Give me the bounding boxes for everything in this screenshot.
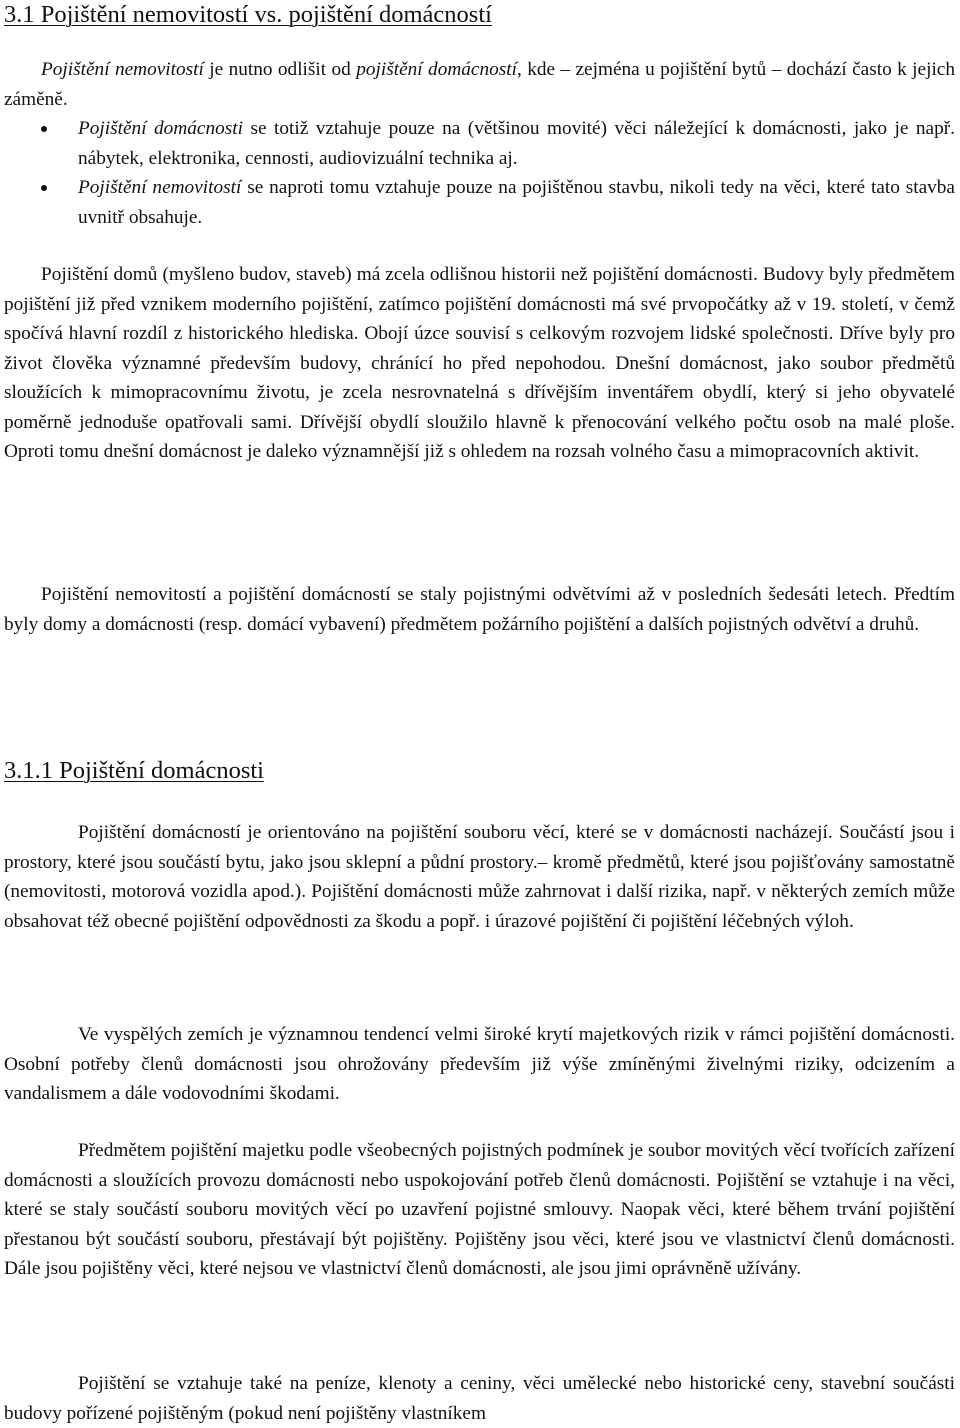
paragraph-developed: Ve vyspělých zemích je významnou tendencí velmi široké krytí majetkových rizik v rámci pojištění domácnosti. Osobní potřeby členů domácnosti jsou ohrožovány především již výše zmíněnými živelnými riziky, odcizením a vandalismem a dále vodovodními škodami. xyxy=(4,1024,955,1104)
paragraph-subject: Předmětem pojištění majetku podle všeobecných pojistných podmínek je soubor movitých věcí tvořících zařízení domácnosti a sloužících provozu domácnosti nebo uspokojování potřeb členů domácnosti. Pojištění se vztahuje i na věci, které se staly součástí souboru movitých věcí po uzavření pojistné smlouvy. Naopak věci, které během trvání pojištění přestanou být součástí souboru, přestávají být pojištěny. Pojištěny jsou věci, které jsou ve vlastnictví členů domácnosti. Dále jsou pojištěny věci, které nejsou ve vlastnictví členů domácnosti, ale jsou jimi oprávněně užívány. xyxy=(4,1140,955,1279)
developed-block xyxy=(4,1020,955,1109)
intro-text-1: je nutno odlišit od xyxy=(203,59,357,80)
paragraph-oriented: Pojištění domácností je orientováno na pojištění souboru věcí, které se v domácnosti nacházejí. Součástí jsou i prostory, které jsou součástí bytu, jako jsou sklepní a půdní prostory.– kromě předmětů, které jsou pojišťovány samostatně (nemovitosti, motorová vozidla apod.). Pojištění domácnosti může zahrnovat i další rizika, např. v některých zemích může obsahovat též obecné pojištění odpovědnosti za škodu a popř. i úrazové pojištění či pojištění léčebných výloh. xyxy=(4,822,955,932)
bullet-term: Pojištění nemovitostí xyxy=(78,177,242,198)
money-block xyxy=(4,1369,955,1428)
bullet-term: Pojištění domácnosti xyxy=(78,118,243,139)
intro-term-nemovitosti: Pojištění nemovitostí xyxy=(41,59,204,80)
intro-paragraph xyxy=(4,55,955,114)
history-block xyxy=(4,260,955,467)
intro-text-2: , kde – zejména u pojištění bytů – dochází často k jejich záměně. xyxy=(4,59,956,110)
intro-term-domacnosti: pojištění domácností xyxy=(356,59,517,80)
intro-block xyxy=(4,55,955,232)
paragraph-history: Pojištění domů (myšleno budov, staveb) má zcela odlišnou historii než pojištění domácnosti. Budovy byly předmětem pojištění již před vznikem moderního pojištění, zatímco pojištění domácnosti má své prvopočátky až v 19. století, v čemž spočívá hlavní rozdíl z historického hlediska. Obojí úzce souvisí s celkovým rozvojem lidské společnosti. Dříve byly pro život člověka významné především budovy, chránící ho před nepohodou. Dnešní domácnost, jako soubor předmětů sloužících k mimopracovnímu životu, je zcela nesrovnatelná s dřívějším inventářem obydlí, který si jeho obyvatelé poměrně jednoduše opatřovali sami. Dřívější obydlí sloužilo hlavně k přenocování velkého počtu osob na malé ploše. Oproti tomu dnešní domácnost je daleko významnější již s ohledem na rozsah volného času a mimopracovních aktivit. xyxy=(4,264,955,462)
section-heading: 3.1 Pojištění nemovitostí vs. pojištění domácností xyxy=(4,1,492,28)
bullet-text: se naproti tomu vztahuje pouze na pojištěnou stavbu, nikoli tedy na věci, které tato stavba uvnitř obsahuje. xyxy=(78,177,955,228)
subsection-heading: 3.1.1 Pojištění domácnosti xyxy=(4,757,264,784)
paragraph-sixties: Pojištění nemovitostí a pojištění domácností se staly pojistnými odvětvími až v posledních šedesáti letech. Předtím byly domy a domácnosti (resp. domácí vybavení) předmětem požárního pojištění a dalších pojistných odvětví a druhů. xyxy=(4,584,955,635)
bullet-domacnosti xyxy=(4,114,955,173)
oriented-block xyxy=(4,818,955,936)
bullet-nemovitosti xyxy=(4,173,955,232)
paragraph-money: Pojištění se vztahuje také na peníze, klenoty a ceniny, věci umělecké nebo historické ceny, stavební součásti budovy pořízené pojištěným (pokud není pojištěny vlastníkem xyxy=(4,1373,955,1424)
subject-block xyxy=(4,1136,955,1284)
bullet-text: se totiž vztahuje pouze na (většinou movité) věci náležející k domácnosti, jako je např. nábytek, elektronika, cennosti, audiovizuální technika aj. xyxy=(78,118,955,169)
sixties-block xyxy=(4,580,955,639)
